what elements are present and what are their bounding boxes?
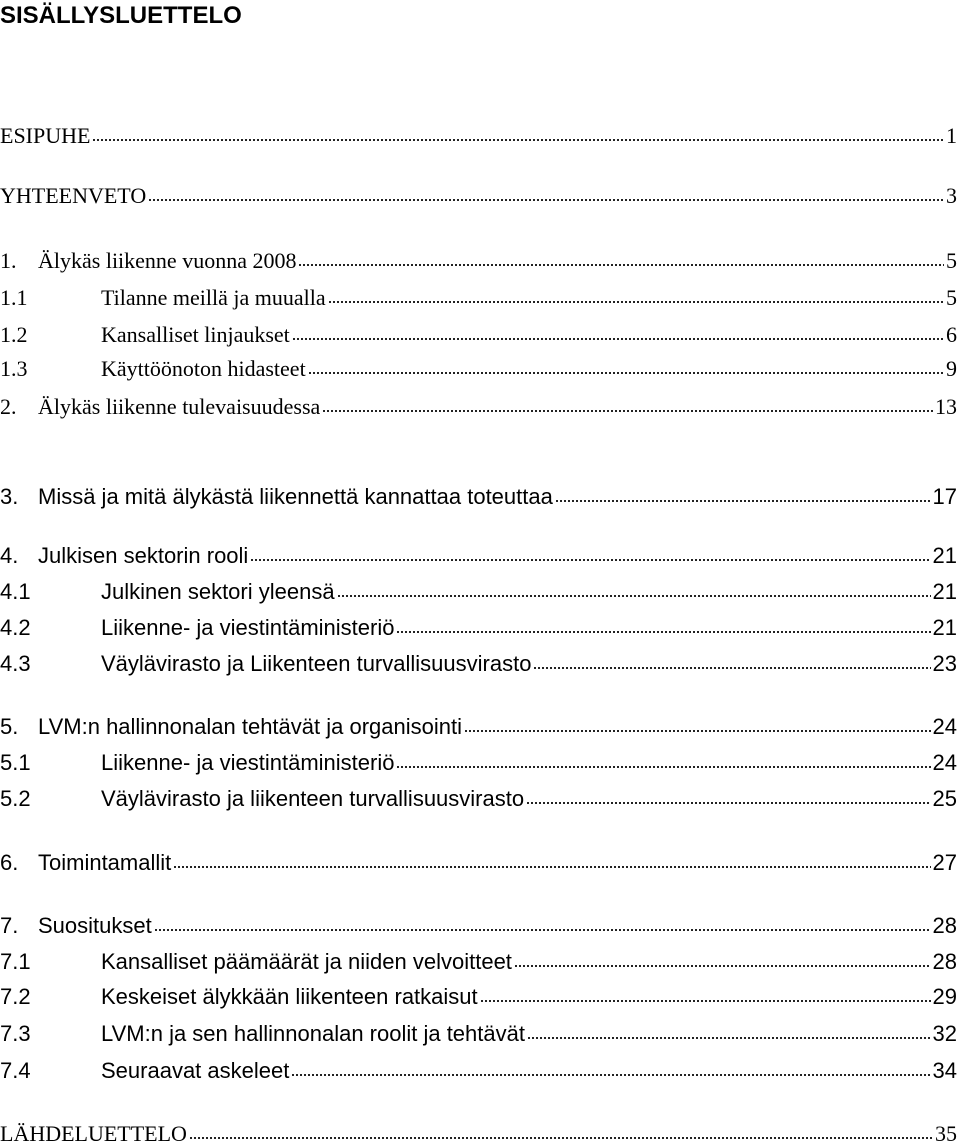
toc-entry-page: 34 [932, 1058, 957, 1083]
dot-leader [480, 999, 931, 1003]
toc-entry-label: Älykäs liikenne tulevaisuudessa [38, 394, 321, 419]
dot-leader [396, 765, 930, 769]
toc-entry-number: 5.2 [0, 786, 31, 811]
toc-entry[interactable] [0, 1120, 957, 1148]
toc-entry[interactable] [0, 1020, 957, 1048]
toc-entry-number: 7.1 [0, 949, 31, 974]
dot-leader [328, 300, 944, 304]
toc-entry-label: Älykäs liikenne vuonna 2008 [38, 248, 297, 273]
toc-entry-label: Tilanne meillä ja muualla [101, 285, 326, 310]
dot-leader [514, 964, 931, 968]
dot-leader [173, 865, 930, 869]
toc-entry[interactable] [0, 1057, 957, 1085]
dot-leader [322, 409, 933, 413]
toc-entry-label: Käyttöönoton hidasteet [101, 356, 306, 381]
toc-entry[interactable] [0, 650, 957, 678]
dot-leader [292, 337, 944, 341]
dot-leader [555, 499, 931, 503]
toc-entry-label: LÄHDELUETTELO [0, 1121, 187, 1146]
toc-entry-page: 28 [932, 913, 957, 938]
toc-entry-label: Seuraavat askeleet [101, 1058, 290, 1083]
dot-leader [308, 371, 944, 375]
toc-entry[interactable] [0, 948, 957, 976]
toc-entry-number: 4.3 [0, 651, 31, 676]
toc-entry-page: 3 [946, 183, 957, 208]
toc-entry[interactable] [0, 393, 957, 421]
toc-entry-label: Toimintamallit [38, 850, 172, 875]
toc-entry-label: LVM:n hallinnonalan tehtävät ja organisointi [38, 714, 462, 739]
dot-leader [526, 801, 930, 805]
toc-entry-number: 4. [0, 543, 19, 568]
toc-entry-number: 7.4 [0, 1058, 31, 1083]
dot-leader [189, 1136, 933, 1140]
toc-entry-label: Julkisen sektorin rooli [38, 543, 249, 568]
toc-entry-number: 1.3 [0, 356, 28, 381]
toc-entry-number: 7.2 [0, 984, 31, 1009]
toc-entry[interactable] [0, 578, 957, 606]
toc-entry-page: 32 [932, 1021, 957, 1046]
toc-entry[interactable] [0, 912, 957, 940]
toc-entry-page: 23 [932, 651, 957, 676]
toc-entry-page: 13 [935, 394, 957, 419]
toc-entry-label: Liikenne- ja viestintäministeriö [101, 750, 395, 775]
toc-entry-page: 28 [932, 949, 957, 974]
toc-entry-page: 6 [946, 322, 957, 347]
toc-entry-number: 1.1 [0, 285, 28, 310]
toc-entry-label: Suositukset [38, 913, 152, 938]
toc-entry[interactable] [0, 542, 957, 570]
toc-entry-page: 21 [932, 615, 957, 640]
toc-entry-label: YHTEENVETO [0, 183, 147, 208]
toc-entry-page: 27 [932, 850, 957, 875]
toc-entry[interactable] [0, 749, 957, 777]
dot-leader [154, 928, 931, 932]
toc-entry-label: Väylävirasto ja Liikenteen turvallisuusvirasto [101, 651, 532, 676]
toc-entry-page: 21 [932, 543, 957, 568]
dot-leader [527, 1036, 931, 1040]
toc-entry-label: Liikenne- ja viestintäministeriö [101, 615, 395, 640]
toc-entry-number: 4.2 [0, 615, 31, 640]
toc-entry[interactable] [0, 983, 957, 1011]
toc-entry-number: 1. [0, 248, 17, 273]
toc-entry-page: 5 [946, 285, 957, 310]
toc-entry-label: Keskeiset älykkään liikenteen ratkaisut [101, 984, 478, 1009]
dot-leader [533, 666, 930, 670]
toc-entry-number: 5. [0, 714, 19, 739]
toc-entry-label: Kansalliset linjaukset [101, 322, 290, 347]
toc-entry-page: 5 [946, 248, 957, 273]
toc-entry-page: 1 [946, 123, 957, 148]
toc-entry-number: 1.2 [0, 322, 28, 347]
toc-entry[interactable] [0, 182, 957, 210]
toc-entry-number: 5.1 [0, 750, 31, 775]
toc-entry-page: 29 [932, 984, 957, 1009]
toc-entry[interactable] [0, 849, 957, 877]
dot-leader [92, 138, 944, 142]
toc-entry-page: 25 [932, 786, 957, 811]
toc-entry-page: 21 [932, 579, 957, 604]
toc-entry[interactable] [0, 355, 957, 383]
toc-entry-number: 2. [0, 394, 17, 419]
toc-entry-number: 6. [0, 850, 19, 875]
toc-entry[interactable] [0, 122, 957, 150]
toc-entry-label: ESIPUHE [0, 123, 91, 148]
toc-title: SISÄLLYSLUETTELO [0, 2, 242, 29]
toc-entry[interactable] [0, 321, 957, 349]
toc-entry-label: Väylävirasto ja liikenteen turvallisuusvirasto [101, 786, 525, 811]
toc-entry[interactable] [0, 247, 957, 275]
dot-leader [291, 1073, 930, 1077]
toc-entry-number: 7.3 [0, 1021, 31, 1046]
toc-entry-page: 9 [946, 356, 957, 381]
dot-leader [464, 729, 931, 733]
toc-entry[interactable] [0, 483, 957, 511]
dot-leader [148, 198, 944, 202]
toc-entry[interactable] [0, 785, 957, 813]
toc-entry-label: Missä ja mitä älykästä liikennettä kannattaa toteuttaa [38, 484, 553, 509]
toc-entry[interactable] [0, 713, 957, 741]
toc-entry-label: Kansalliset päämäärät ja niiden velvoitteet [101, 949, 512, 974]
dot-leader [298, 263, 944, 267]
toc-entry-label: Julkinen sektori yleensä [101, 579, 335, 604]
toc-entry-page: 17 [932, 484, 957, 509]
toc-entry-number: 3. [0, 484, 19, 509]
dot-leader [250, 558, 930, 562]
toc-entry-page: 24 [932, 714, 957, 739]
toc-entry-page: 35 [935, 1121, 957, 1146]
toc-entry-page: 24 [932, 750, 957, 775]
toc-entry-label: LVM:n ja sen hallinnonalan roolit ja tehtävät [101, 1021, 525, 1046]
dot-leader [396, 630, 930, 634]
toc-entry[interactable] [0, 614, 957, 642]
dot-leader [337, 594, 931, 598]
toc-entry-number: 4.1 [0, 579, 31, 604]
toc-entry-number: 7. [0, 913, 19, 938]
toc-entry[interactable] [0, 284, 957, 312]
